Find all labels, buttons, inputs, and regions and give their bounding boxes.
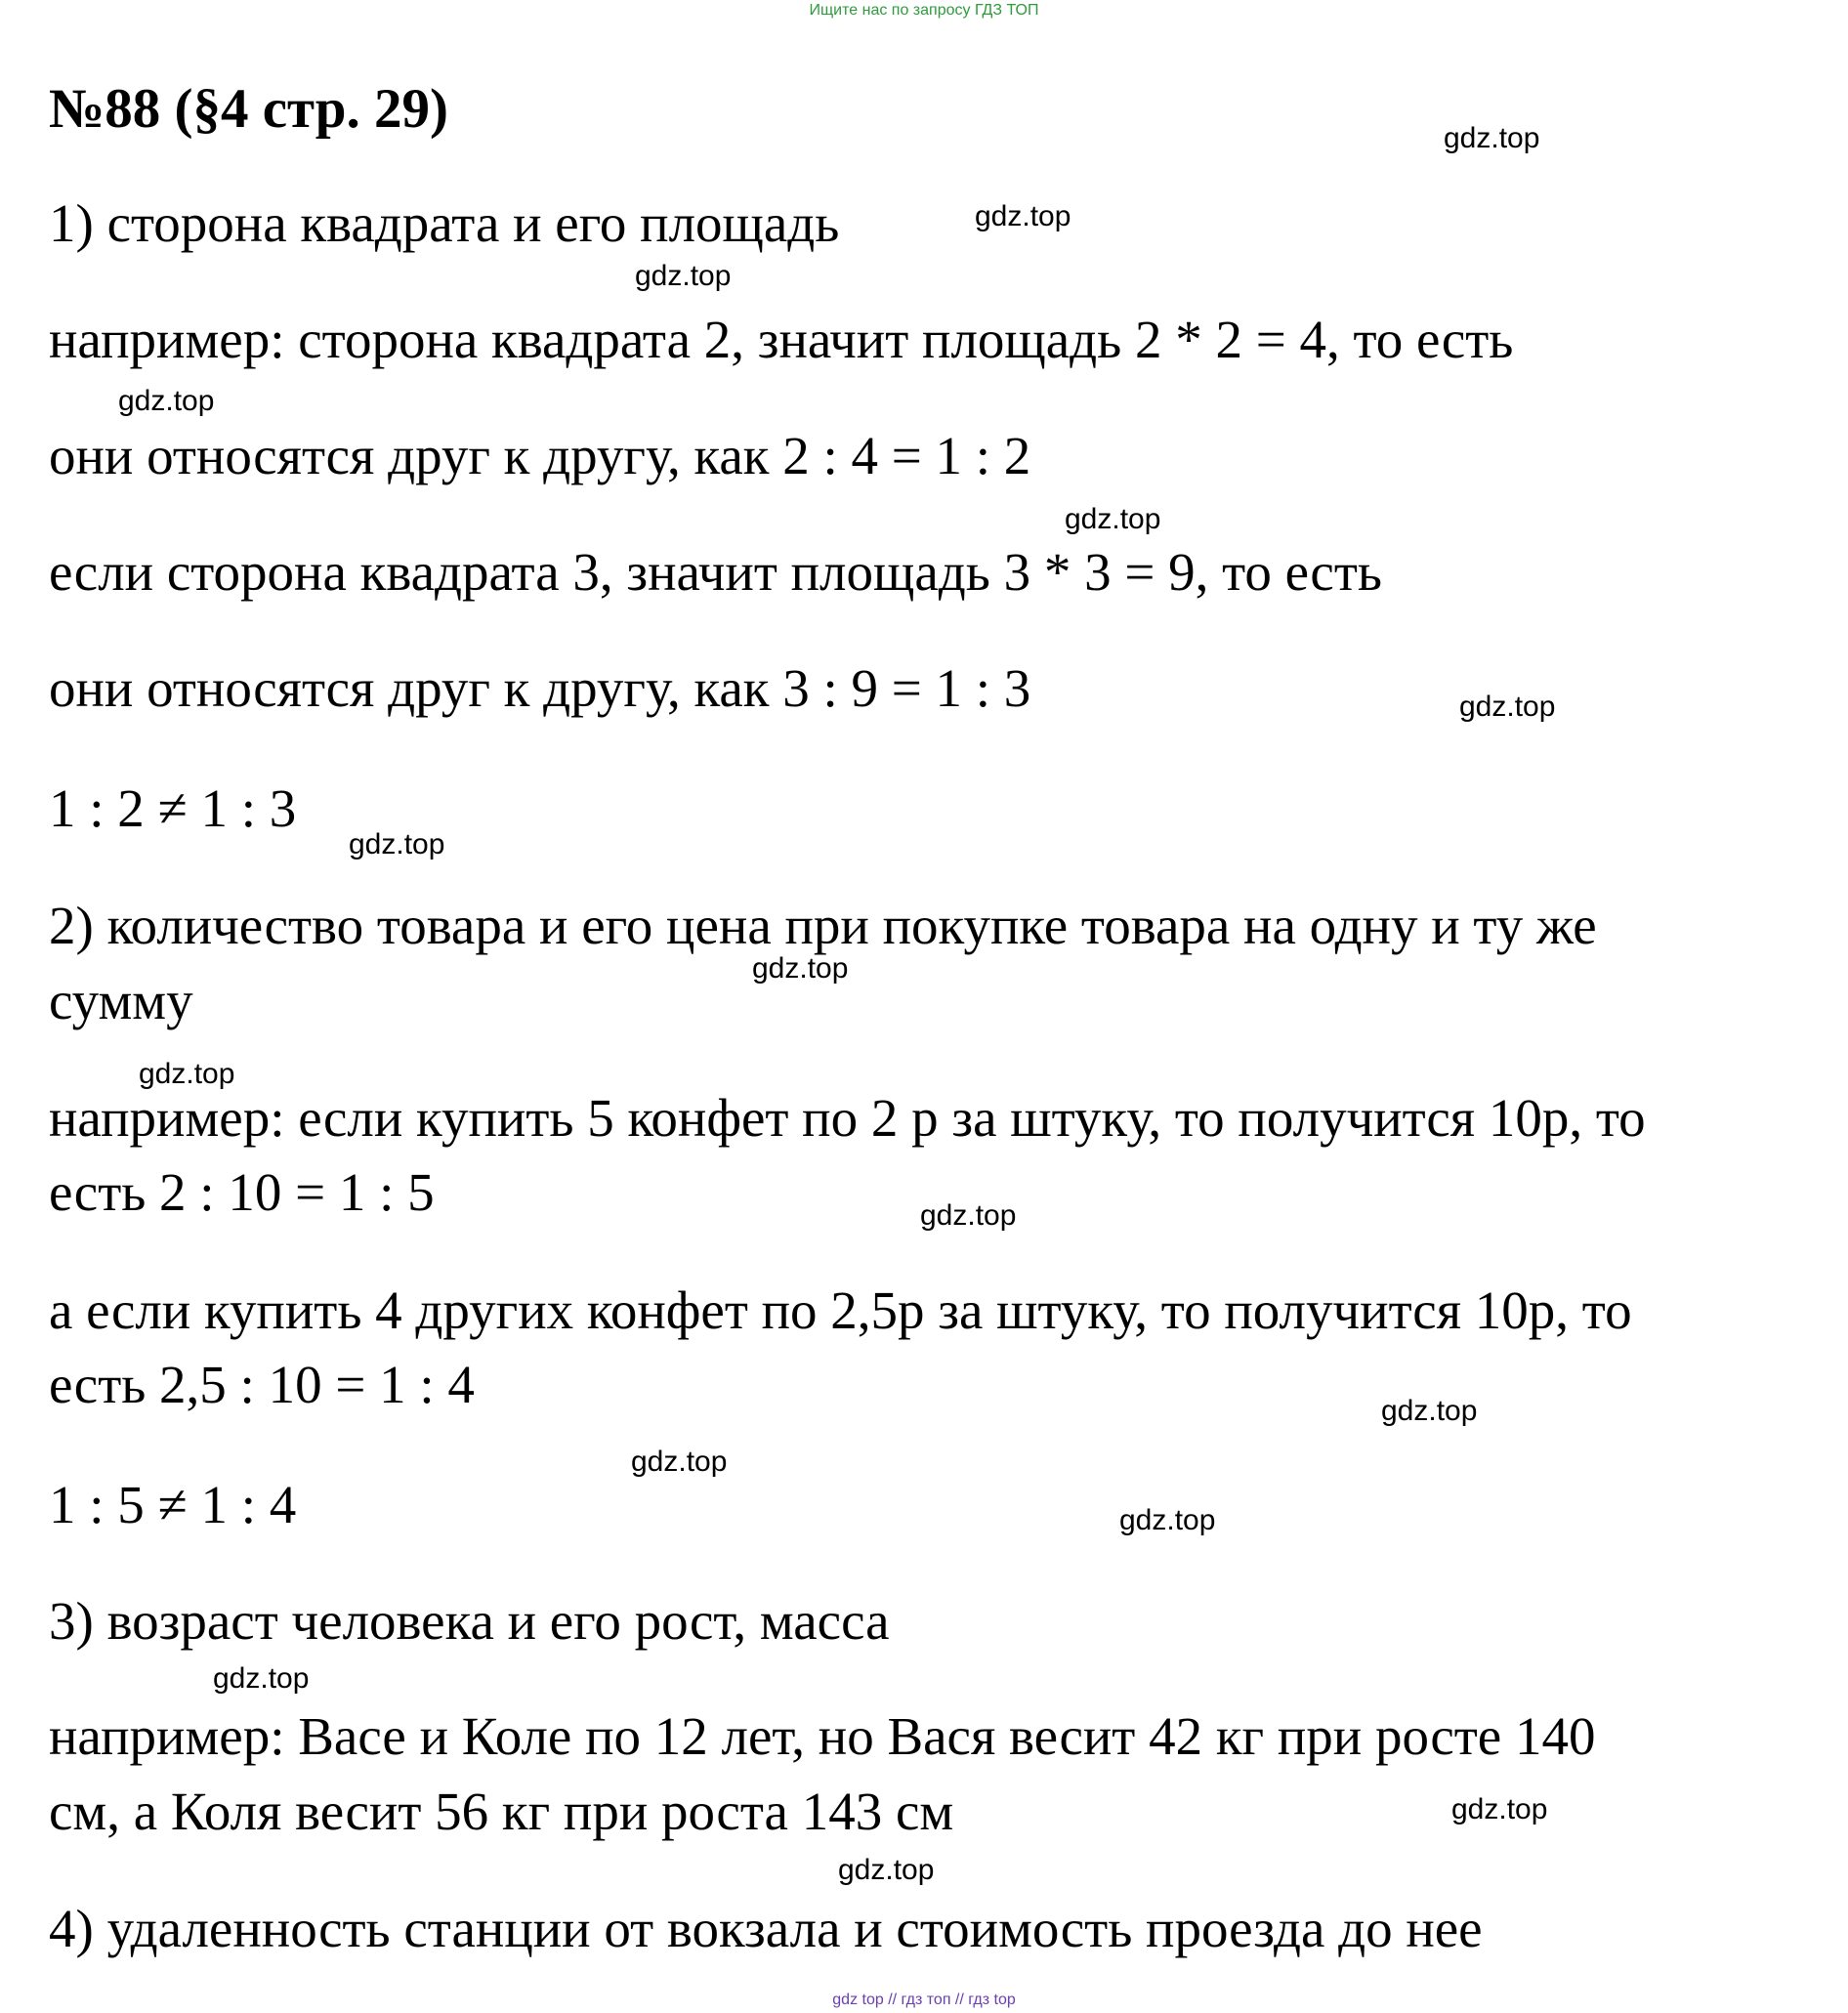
text-line: см, а Коля весит 56 кг при роста 143 см — [49, 1782, 954, 1841]
watermark: gdz.top — [838, 1854, 935, 1886]
watermark: gdz.top — [635, 260, 732, 292]
watermark: gdz.top — [213, 1662, 310, 1695]
watermark: gdz.top — [1459, 691, 1556, 723]
text-line: 1) сторона квадрата и его площадь — [49, 193, 840, 253]
watermark: gdz.top — [139, 1058, 235, 1090]
text-line: например: Васе и Коле по 12 лет, но Вася весит 42 кг при росте 140 — [49, 1706, 1596, 1766]
text-line: есть 2,5 : 10 = 1 : 4 — [49, 1355, 475, 1414]
text-line: если сторона квадрата 3, значит площадь 3 * 3 = 9, то есть — [49, 542, 1382, 602]
page-title: №88 (§4 стр. 29) — [49, 78, 448, 140]
watermark: gdz.top — [1451, 1793, 1548, 1825]
text-line: 2) количество товара и его цена при покупке товара на одну и ту же — [49, 896, 1597, 955]
text-line: они относятся друг к другу, как 3 : 9 = 1 : 3 — [49, 658, 1031, 718]
text-line: например: если купить 5 конфет по 2 р за штуку, то получится 10р, то — [49, 1088, 1646, 1148]
watermark: gdz.top — [920, 1199, 1017, 1232]
watermark: gdz.top — [975, 200, 1071, 232]
watermark: gdz.top — [752, 952, 849, 985]
text-line: а если купить 4 других конфет по 2,5р за штуку, то получится 10р, то — [49, 1280, 1632, 1340]
watermark: gdz.top — [118, 385, 215, 417]
top-banner: Ищите нас по запросу ГДЗ ТОП — [809, 2, 1039, 19]
watermark: gdz.top — [349, 828, 445, 860]
watermark: gdz.top — [1444, 122, 1540, 154]
text-line: есть 2 : 10 = 1 : 5 — [49, 1162, 435, 1222]
text-line: 1 : 2 ≠ 1 : 3 — [49, 778, 297, 838]
text-line: 3) возраст человека и его рост, масса — [49, 1591, 890, 1651]
watermark: gdz.top — [631, 1446, 728, 1478]
watermark: gdz.top — [1119, 1504, 1216, 1536]
text-line: 4) удаленность станции от вокзала и стоимость проезда до нее — [49, 1899, 1483, 1958]
text-line: 1 : 5 ≠ 1 : 4 — [49, 1475, 297, 1534]
watermark: gdz.top — [1381, 1395, 1478, 1427]
footer-links: gdz top // гдз топ // гдз top — [832, 1992, 1016, 2008]
watermark: gdz.top — [1065, 503, 1161, 535]
text-line: сумму — [49, 971, 193, 1030]
text-line: они относятся друг к другу, как 2 : 4 = 1 : 2 — [49, 426, 1031, 485]
text-line: например: сторона квадрата 2, значит площадь 2 * 2 = 4, то есть — [49, 310, 1514, 369]
